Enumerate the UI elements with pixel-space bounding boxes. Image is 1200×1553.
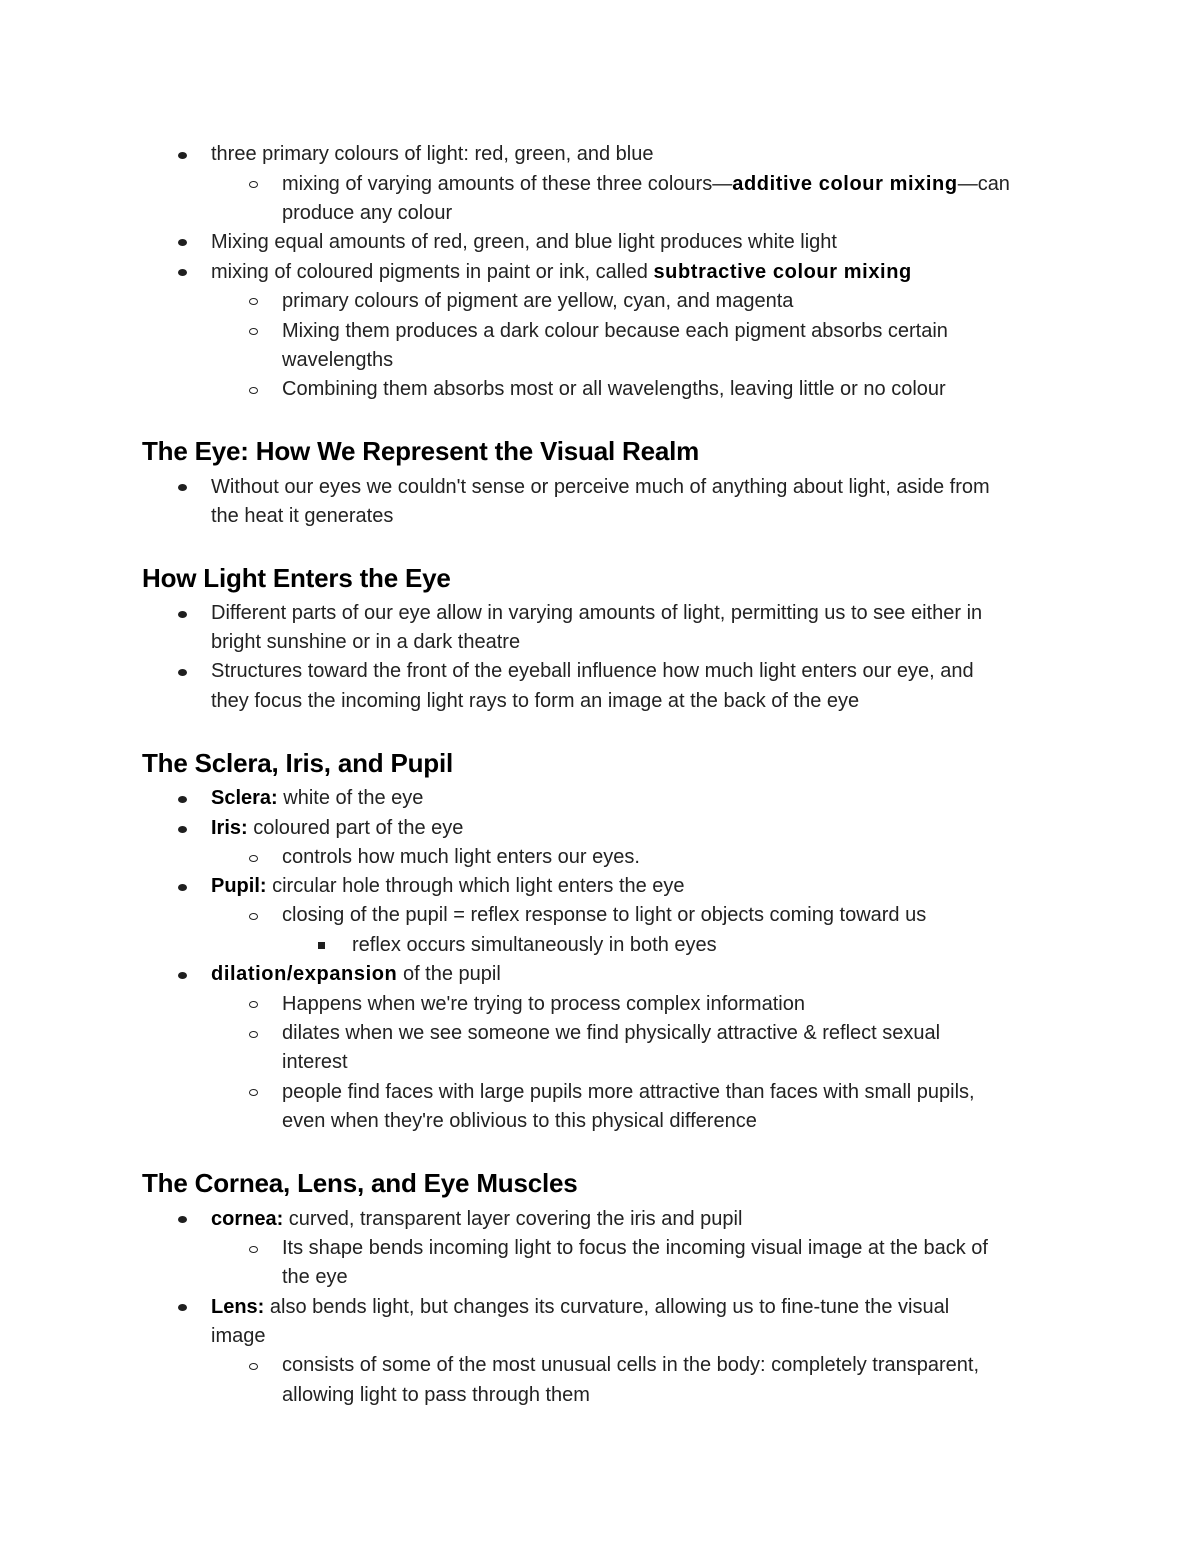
list-item bbox=[282, 170, 1010, 200]
bullet-dot bbox=[178, 884, 187, 891]
bullet-dot bbox=[178, 611, 187, 618]
bold-term: Iris: bbox=[211, 817, 248, 839]
list-item bbox=[211, 814, 463, 844]
section-heading: How Light Enters the Eye bbox=[142, 563, 451, 593]
text-run: mixing of coloured pigments in paint or ink, called bbox=[211, 261, 654, 283]
bullet-circle bbox=[249, 1363, 258, 1370]
section-heading: The Cornea, Lens, and Eye Muscles bbox=[142, 1168, 578, 1198]
bold-term: cornea: bbox=[211, 1208, 284, 1230]
list-item-continuation: allowing light to pass through them bbox=[282, 1384, 590, 1406]
bullet-dot bbox=[178, 796, 187, 803]
bullet-circle bbox=[249, 328, 258, 335]
text-run: circular hole through which light enters the eye bbox=[266, 875, 685, 897]
list-item-continuation: interest bbox=[282, 1051, 348, 1073]
text-run: curved, transparent layer covering the iris and pupil bbox=[283, 1208, 743, 1230]
list-item bbox=[211, 872, 685, 902]
bullet-dot bbox=[178, 269, 187, 276]
bold-term: dilation/expansion bbox=[211, 963, 398, 985]
list-item: closing of the pupil = reflex response to light or objects coming toward us bbox=[282, 904, 927, 926]
bullet-circle bbox=[249, 913, 258, 920]
list-item-continuation: the eye bbox=[282, 1266, 348, 1288]
list-item bbox=[211, 1293, 949, 1323]
list-item: Without our eyes we couldn't sense or perceive much of anything about light, aside from bbox=[211, 476, 990, 498]
list-item-continuation: wavelengths bbox=[282, 349, 394, 371]
bold-term: additive colour mixing bbox=[732, 173, 958, 195]
list-item bbox=[211, 258, 912, 288]
list-item bbox=[211, 960, 501, 990]
bullet-dot bbox=[178, 1216, 187, 1223]
bold-term: Pupil: bbox=[211, 875, 267, 897]
bullet-dot bbox=[178, 1304, 187, 1311]
list-item-continuation: the heat it generates bbox=[211, 505, 394, 527]
bullet-dot bbox=[178, 826, 187, 833]
bullet-dot bbox=[178, 669, 187, 676]
text-run: also bends light, but changes its curvature, allowing us to fine-tune the visual bbox=[264, 1296, 950, 1318]
bullet-circle bbox=[249, 181, 258, 188]
list-item: consists of some of the most unusual cells in the body: completely transparent, bbox=[282, 1354, 980, 1376]
bold-term: Sclera: bbox=[211, 787, 278, 809]
list-item: Different parts of our eye allow in varying amounts of light, permitting us to see either in bbox=[211, 602, 983, 624]
bullet-square bbox=[318, 942, 325, 949]
bullet-circle bbox=[249, 387, 258, 394]
list-item bbox=[211, 1205, 742, 1235]
list-item: Happens when we're trying to process complex information bbox=[282, 993, 805, 1015]
bullet-circle bbox=[249, 1001, 258, 1008]
bullet-circle bbox=[249, 1246, 258, 1253]
list-item: controls how much light enters our eyes. bbox=[282, 846, 640, 868]
list-item: three primary colours of light: red, green, and blue bbox=[211, 143, 654, 165]
text-run: mixing of varying amounts of these three colours— bbox=[282, 173, 733, 195]
text-run: coloured part of the eye bbox=[247, 817, 464, 839]
list-item-continuation: produce any colour bbox=[282, 202, 453, 224]
list-item: Mixing them produces a dark colour because each pigment absorbs certain bbox=[282, 320, 948, 342]
list-item: people find faces with large pupils more attractive than faces with small pupils, bbox=[282, 1081, 975, 1103]
list-item: Its shape bends incoming light to focus the incoming visual image at the back of bbox=[282, 1237, 988, 1259]
bullet-circle bbox=[249, 1089, 258, 1096]
bold-term: Lens: bbox=[211, 1296, 265, 1318]
list-item-continuation: even when they're oblivious to this physical difference bbox=[282, 1110, 757, 1132]
list-item: dilates when we see someone we find physically attractive & reflect sexual bbox=[282, 1022, 941, 1044]
bullet-circle bbox=[249, 1031, 258, 1038]
list-item: Mixing equal amounts of red, green, and blue light produces white light bbox=[211, 231, 837, 253]
bold-term: subtractive colour mixing bbox=[653, 261, 912, 283]
list-item-continuation: they focus the incoming light rays to form an image at the back of the eye bbox=[211, 690, 860, 712]
section-heading: The Eye: How We Represent the Visual Realm bbox=[142, 436, 700, 466]
bullet-dot bbox=[178, 484, 187, 491]
section-heading: The Sclera, Iris, and Pupil bbox=[142, 748, 454, 778]
bullet-dot bbox=[178, 972, 187, 979]
list-item: Structures toward the front of the eyeball influence how much light enters our eye, and bbox=[211, 660, 974, 682]
bullet-circle bbox=[249, 855, 258, 862]
bullet-dot bbox=[178, 239, 187, 246]
text-run: —can bbox=[957, 173, 1010, 195]
text-run: white of the eye bbox=[277, 787, 424, 809]
list-item-continuation: image bbox=[211, 1325, 266, 1347]
list-item-continuation: bright sunshine or in a dark theatre bbox=[211, 631, 521, 653]
list-item bbox=[211, 784, 423, 814]
bullet-dot bbox=[178, 152, 187, 159]
list-item: primary colours of pigment are yellow, cyan, and magenta bbox=[282, 290, 794, 312]
list-item: reflex occurs simultaneously in both eyes bbox=[352, 934, 717, 956]
bullet-circle bbox=[249, 298, 258, 305]
list-item: Combining them absorbs most or all wavelengths, leaving little or no colour bbox=[282, 378, 946, 400]
text-run: of the pupil bbox=[397, 963, 501, 985]
